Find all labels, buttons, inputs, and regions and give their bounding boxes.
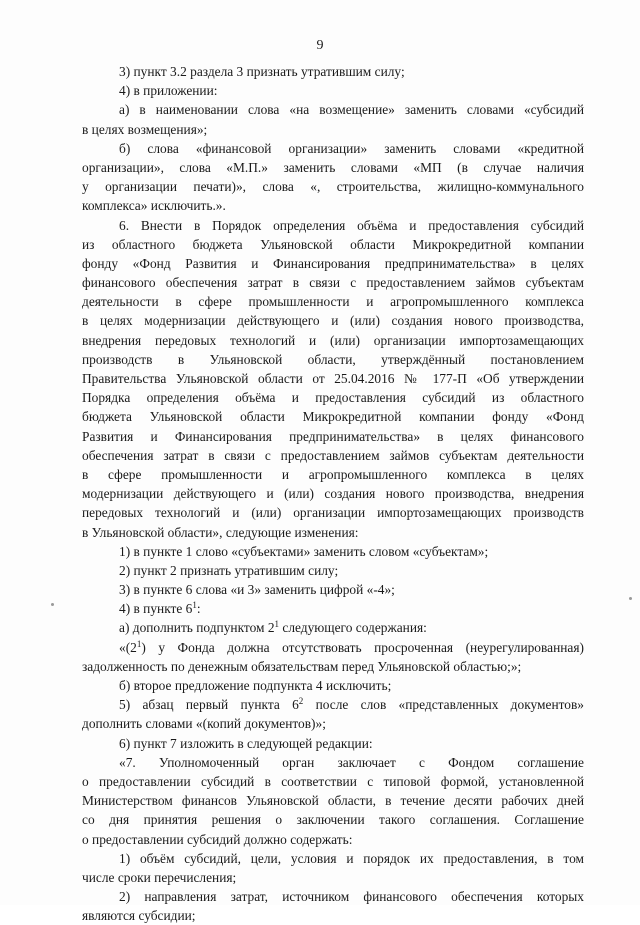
line-text: 2) пункт 2 признать утратившим силу;: [119, 562, 339, 578]
line-text: 3) пункт 3.2 раздела 3 признать утратившим силу;: [119, 64, 405, 79]
line-text: «(2: [119, 639, 137, 655]
line-text: о предоставлении субсидий в соответствии с типовой формой, установленной: [82, 773, 584, 789]
text-line: [82, 561, 584, 580]
line-text: б) слова «финансовой организации» заменить словами «кредитной: [119, 140, 584, 156]
text-line: [82, 638, 584, 657]
line-text: Правительства Ульяновской области от 25.04.2016 № 177-П «Об утверждении: [82, 371, 584, 386]
line-text: 4) в пункте 6: [119, 601, 193, 617]
line-text: Порядка определения объёма и предоставления субсидий из областного: [82, 390, 584, 406]
text-line: [82, 216, 584, 235]
superscript: 1: [136, 638, 142, 649]
line-text: деятельности в сфере промышленности и агропромышленного комплекса: [82, 294, 584, 310]
text-line: [82, 618, 584, 637]
text-line: [82, 388, 584, 407]
text-line: [82, 580, 584, 599]
line-text: 3) в пункте 6 слова «и 3» заменить цифрой «-4»;: [119, 582, 395, 598]
line-text: числе сроки перечисления;: [82, 869, 237, 885]
text-line: [82, 235, 584, 254]
line-text: задолженность по денежным обязательствам перед Ульяновской областью;»;: [82, 658, 522, 674]
line-text: 5) абзац первый пункта 6: [119, 697, 299, 713]
text-line: [82, 676, 584, 695]
text-line: [82, 714, 584, 733]
line-text: комплекса» исключить.».: [82, 198, 226, 214]
line-text-continued: следующего содержания:: [279, 620, 427, 636]
text-line: [82, 292, 584, 311]
line-text: в Ульяновской области», следующие изменения:: [82, 524, 359, 540]
line-text: финансового обеспечения затрат в связи с предоставлением займов субъектам: [82, 275, 584, 291]
text-line: [82, 350, 584, 369]
scan-speck: [51, 603, 54, 606]
text-line: [82, 465, 584, 484]
superscript: 1: [192, 600, 197, 611]
page-number: 9: [316, 38, 324, 53]
text-line: [82, 830, 584, 849]
line-text: 1) объём субсидий, цели, условия и порядок их предоставления, в том: [119, 850, 584, 866]
text-line: [82, 62, 584, 81]
text-line: [82, 868, 584, 887]
line-text: производств в Ульяновской области, утверждённый постановлением: [82, 351, 584, 367]
line-text: в целях модернизации действующего и (или) создания нового производства,: [82, 313, 584, 329]
superscript: 2: [298, 696, 304, 707]
line-text: 4) в приложении:: [119, 83, 218, 99]
line-text: обеспечения затрат в связи с предоставлением займов субъектам деятельности: [82, 447, 584, 463]
text-line: [82, 657, 584, 676]
line-text: Министерством финансов Ульяновской области, в течение десяти рабочих дней: [82, 793, 584, 809]
text-line: [82, 331, 584, 350]
line-text: из областного бюджета Ульяновской области Микрокредитной компании: [82, 236, 584, 252]
line-text: «7. Уполномоченный орган заключает с Фондом соглашение: [119, 754, 584, 770]
line-text: внедрения передовых технологий и (или) организации импортозамещающих: [82, 332, 584, 348]
text-line: [82, 81, 584, 100]
line-text: 1) в пункте 1 слово «субъектами» заменить словом «субъектам»;: [119, 543, 489, 559]
line-text-continued: :: [196, 601, 201, 617]
text-line: [82, 407, 584, 426]
line-text: в целях возмещения»;: [82, 121, 208, 137]
line-text: модернизации действующего и (или) создания нового производства, внедрения: [82, 486, 584, 502]
text-line: [82, 254, 584, 273]
text-line: [82, 753, 584, 772]
text-line: [82, 599, 584, 618]
text-line: [82, 772, 584, 791]
text-line: [82, 158, 584, 177]
text-line: [82, 100, 584, 119]
text-line: [82, 311, 584, 330]
text-line: [82, 369, 584, 388]
line-text: передовых технологий и (или) организации импортозамещающих производств: [82, 505, 584, 521]
text-line: [82, 139, 584, 158]
text-line: [82, 734, 584, 753]
text-line: [82, 810, 584, 829]
line-text: в сфере промышленности и агропромышленного комплекса в целях: [82, 466, 584, 482]
line-text: 2) направления затрат, источником финансового обеспечения которых: [119, 889, 584, 905]
text-line: [82, 273, 584, 292]
text-line: [82, 695, 584, 714]
document-body: [82, 62, 584, 925]
line-text: фонду «Фонд Развития и Финансирования предпринимательства» в целях: [82, 255, 584, 271]
line-text: о предоставлении субсидий должно содержать:: [82, 831, 353, 847]
line-text: а) в наименовании слова «на возмещение» заменить словами «субсидий: [119, 102, 584, 118]
line-text: 6. Внести в Порядок определения объёма и предоставления субсидий: [119, 217, 584, 233]
line-text: организации», слова «М.П.» заменить словами «МП (в случае наличия: [82, 159, 584, 175]
text-line: [82, 542, 584, 561]
line-text-continued: после слов «представленных документов»: [303, 697, 584, 713]
text-line: [82, 196, 584, 215]
superscript: 1: [274, 619, 280, 630]
line-text: дополнить словами «(копий документов)»;: [82, 716, 326, 732]
text-line: [82, 427, 584, 446]
text-line: [82, 484, 584, 503]
line-text: а) дополнить подпунктом 2: [119, 620, 275, 636]
scan-speck: [629, 597, 632, 600]
line-text: у организации печати)», слова «, строительства, жилищно-коммунального: [82, 179, 584, 195]
line-text: бюджета Ульяновской области Микрокредитной компании фонду «Фонд: [82, 409, 584, 425]
text-line: [82, 887, 584, 906]
line-text: Развития и Финансирования предпринимательства» в целях финансового: [82, 428, 584, 444]
text-line: [82, 849, 584, 868]
line-text: являются субсидии;: [82, 908, 196, 924]
text-line: [82, 906, 584, 925]
text-line: [82, 503, 584, 522]
line-text: б) второе предложение подпункта 4 исключить;: [119, 678, 392, 693]
line-text: 6) пункт 7 изложить в следующей редакции:: [119, 735, 373, 751]
text-line: [82, 791, 584, 810]
text-line: [82, 446, 584, 465]
text-line: [82, 523, 584, 542]
line-text-continued: ) у Фонда должна отсутствовать просроченная (неурегулированная): [141, 639, 584, 655]
line-text: со дня принятия решения о заключении такого соглашения. Соглашение: [82, 812, 584, 828]
text-line: [82, 177, 584, 196]
text-line: [82, 120, 584, 139]
